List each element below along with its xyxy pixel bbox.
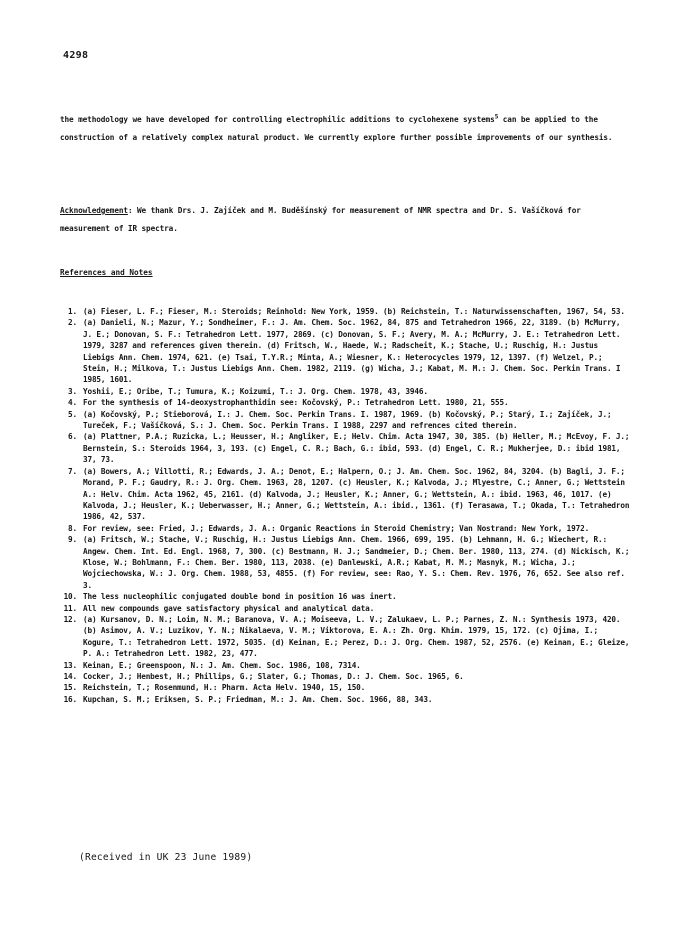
reference-number: 1. (68, 307, 77, 316)
references-heading: References and Notes (60, 268, 153, 277)
reference-number: 8. (68, 523, 77, 533)
reference-item (60, 431, 632, 465)
reference-text: Cocker, J.; Henbest, H.; Phillips, G.; Slater, G.; Thomas, D.: J. Chem. Soc. 1965, 6. (83, 672, 464, 681)
reference-text: (a) Kursanov, D. N.; Loim, N. M.; Baranova, V. A.; Moiseeva, L. V.; Zalukaev, L. P.; Parnes, Z. N.: Synthesis 1973, 420. (b) Asimov, A. V.; Luzikov, Y. N.; Nikalaeva, V. M.; Viktorova, E. A.: Zh. Org. Khim. 1979, 15, 172. (c) Ojima, I.; Kogure, T.: Tetrahedron Lett. 1972, 5035. (d) Keinan, E.; Perez, D.: J. Org. Chem. 1987, 52, 2576. (e) Keinan, E.; Gleize, P. A.: Tetrahedron Lett. 1982, 23, 477. (83, 614, 630, 659)
reference-number: 4. (68, 398, 77, 408)
reference-item (60, 694, 632, 705)
intro-footnote-ref: 5 (494, 113, 499, 121)
reference-text: (a) Kočovský, P.; Stieborová, I.: J. Chem. Soc. Perkin Trans. I. 1987, 1969. (b) Kočovský, P.; Starý, I.; Zajíček, J.; Tureček, F.; Vašíčková, S.: J. Chem. Soc. Perkin Trans. I 1988, 2297 and refrences cited therein. (83, 409, 612, 431)
reference-item (60, 591, 632, 602)
reference-number: 3. (68, 386, 77, 396)
reference-number: 11. (63, 603, 77, 613)
reference-item (60, 614, 632, 660)
reference-number: 2. (68, 318, 77, 328)
reference-item (60, 603, 632, 614)
acknowledgement-text: : We thank Drs. J. Zajíček and M. Buděšínský for measurement of NMR spectra and Dr. S. Vašíčková for measurement of IR spectra. (60, 206, 581, 233)
reference-text: All new compounds gave satisfactory physical and analytical data. (83, 603, 375, 613)
intro-text-b: can be applied to the construction of a relatively complex natural product. We currently explore further possible improvements of our synthesis. (60, 115, 613, 142)
reference-number: 10. (63, 592, 77, 602)
reference-text: The less nucleophilic conjugated double bond in position 16 was inert. (83, 592, 397, 602)
reference-number: 6. (68, 432, 77, 442)
reference-text: (a) Fieser, L. F.; Fieser, M.: Steroids; Reinhold: New York, 1959. (b) Reichstein, T.: Naturwissenschaften, 1967, 54, 53. (83, 307, 625, 316)
reference-number: 9. (68, 535, 77, 545)
reference-text: (a) Danieli, N.; Mazur, Y.; Sondheimer, F.: J. Am. Chem. Soc. 1962, 84, 875 and Tetrahedron 1966, 22, 3189. (b) McMurry, J. E.; Donovan, S. F.: Tetrahedron Lett. 1977, 2869. (c) Donovan, S. F.; Avery, M. A.; McMurry, J. E.: Tetrahedron Lett. 1979, 3287 and references given therein. (d) Fritsch, W., Haede, W.; Radscheit, K.; Stache, U.; Ruschig, H.: Justus Liebigs Ann. Chem. 1974, 621. (e) Tsai, T.Y.R.; Minta, A.; Wiesner, K.: Heterocycles 1979, 12, 1397. (f) Welzel, P.; Stein, H.; Milkova, T.: Justus Liebigs Ann. Chem. 1982, 2119. (g) Wicha, J.; Kabat, M. M.: J. Chem. Soc. Perkin Trans. I 1985, 1601. (83, 318, 621, 385)
reference-text: (a) Plattner, P.A.; Ruzicka, L.; Heusser, H.; Angliker, E.; Helv. Chim. Acta 1947, 30, 385. (b) Heller, M.; McEvoy, F. J.; Bernstein, S.: Steroids 1964, 3, 193. (c) Engel, C. R.; Bach, G.: ibid, 593. (d) Engel, C. R.; Mukherjee, D.: ibid 1981, 37, 73. (83, 432, 630, 465)
reference-item (60, 534, 632, 591)
reference-number: 13. (63, 660, 77, 670)
reference-item (60, 660, 632, 671)
reference-item (60, 397, 632, 408)
reference-number: 16. (63, 694, 77, 704)
received-note: (Received in UK 23 June 1989) (79, 852, 253, 863)
reference-text: Keinan, E.; Greenspoon, N.: J. Am. Chem. Soc. 1986, 108, 7314. (83, 660, 361, 670)
reference-item (60, 466, 632, 523)
page-number: 4298 (63, 50, 89, 61)
reference-item (60, 682, 632, 693)
reference-text: For review, see: Fried, J.; Edwards, J. A.: Organic Reactions in Steroid Chemistry; Van Nostrand: New York, 1972. (83, 523, 590, 533)
intro-text-a: the methodology we have developed for controlling electrophilic additions to cyclohexene systems (60, 115, 495, 124)
reference-number: 7. (68, 466, 77, 476)
reference-number: 14. (63, 672, 77, 681)
reference-text: (a) Fritsch, W.; Stache, V.; Ruschig, H.: Justus Liebigs Ann. Chem. 1966, 699, 195. (b) Lehmann, H. G.; Wiechert, R.: Angew. Chem. Int. Ed. Engl. 1968, 7, 300. (c) Bestmann, H. J.; Sandmeier, D.; Chem. Ber. 1980, 113, 274. (d) Nickisch, K.; Klose, W.; Bohlmann, F.: Chem. Ber. 1980, 113, 2038. (e) Danlewski, A.R.; Kabat, M. M.; Masnyk, M.; Wicha, J.; Wojciechowska, W.: J. Org. Chem. 1988, 53, 4855. (f) For review, see: Rao, Y. S.: Chem. Rev. 1976, 76, 652. See also ref. 3. (83, 535, 630, 590)
reference-text: For the synthesis of 14-deoxystrophanthidin see: Kočovský, P.: Tetrahedron Lett. 1980, 21, 555. (83, 398, 509, 408)
reference-item (60, 409, 632, 432)
reference-item (60, 671, 632, 682)
references-list (60, 306, 632, 705)
reference-number: 15. (63, 683, 77, 693)
reference-item (60, 306, 632, 317)
reference-text: (a) Bowers, A.; Villotti, R.; Edwards, J. A.; Denot, E.; Halpern, O.; J. Am. Chem. Soc. 1962, 84, 3204. (b) Bagli, J. F.; Morand, P. F.; Gaudry, R.: J. Org. Chem. 1963, 28, 1207. (c) Heusler, K.; Kalvoda, J.; Mlyestre, C.; Anner, G.; Wettstein A.: Helv. Chim. Acta 1962, 45, 2161. (d) Kalvoda, J.; Heusler, K.; Anner, G.; Wettstein, A.: ibid. 1963, 46, 1017. (e) Kalvoda, J.; Heusler, K.; Ueberwasser, H.; Anner, G.; Wettstein, A.: ibid., 1361. (f) Terasawa, T.; Okada, T.: Tetrahedron 1986, 42, 537. (83, 466, 630, 522)
acknowledgement-heading: Acknowledgement (60, 206, 128, 215)
reference-item (60, 317, 632, 385)
acknowledgement-paragraph (60, 202, 630, 238)
reference-text: Kupchan, S. M.; Eriksen, S. P.; Friedman, M.: J. Am. Chem. Soc. 1966, 88, 343. (83, 694, 433, 704)
reference-item (60, 386, 632, 397)
reference-text: Reichstein, T.; Rosenmund, H.: Pharm. Acta Helv. 1940, 15, 150. (83, 683, 366, 693)
reference-item (60, 523, 632, 534)
reference-number: 5. (68, 409, 77, 419)
reference-text: Yoshii, E.; Oribe, T.; Tumura, K.; Koizumi, T.: J. Org. Chem. 1978, 43, 3946. (83, 386, 428, 396)
intro-paragraph (60, 111, 630, 147)
reference-number: 12. (63, 614, 77, 624)
